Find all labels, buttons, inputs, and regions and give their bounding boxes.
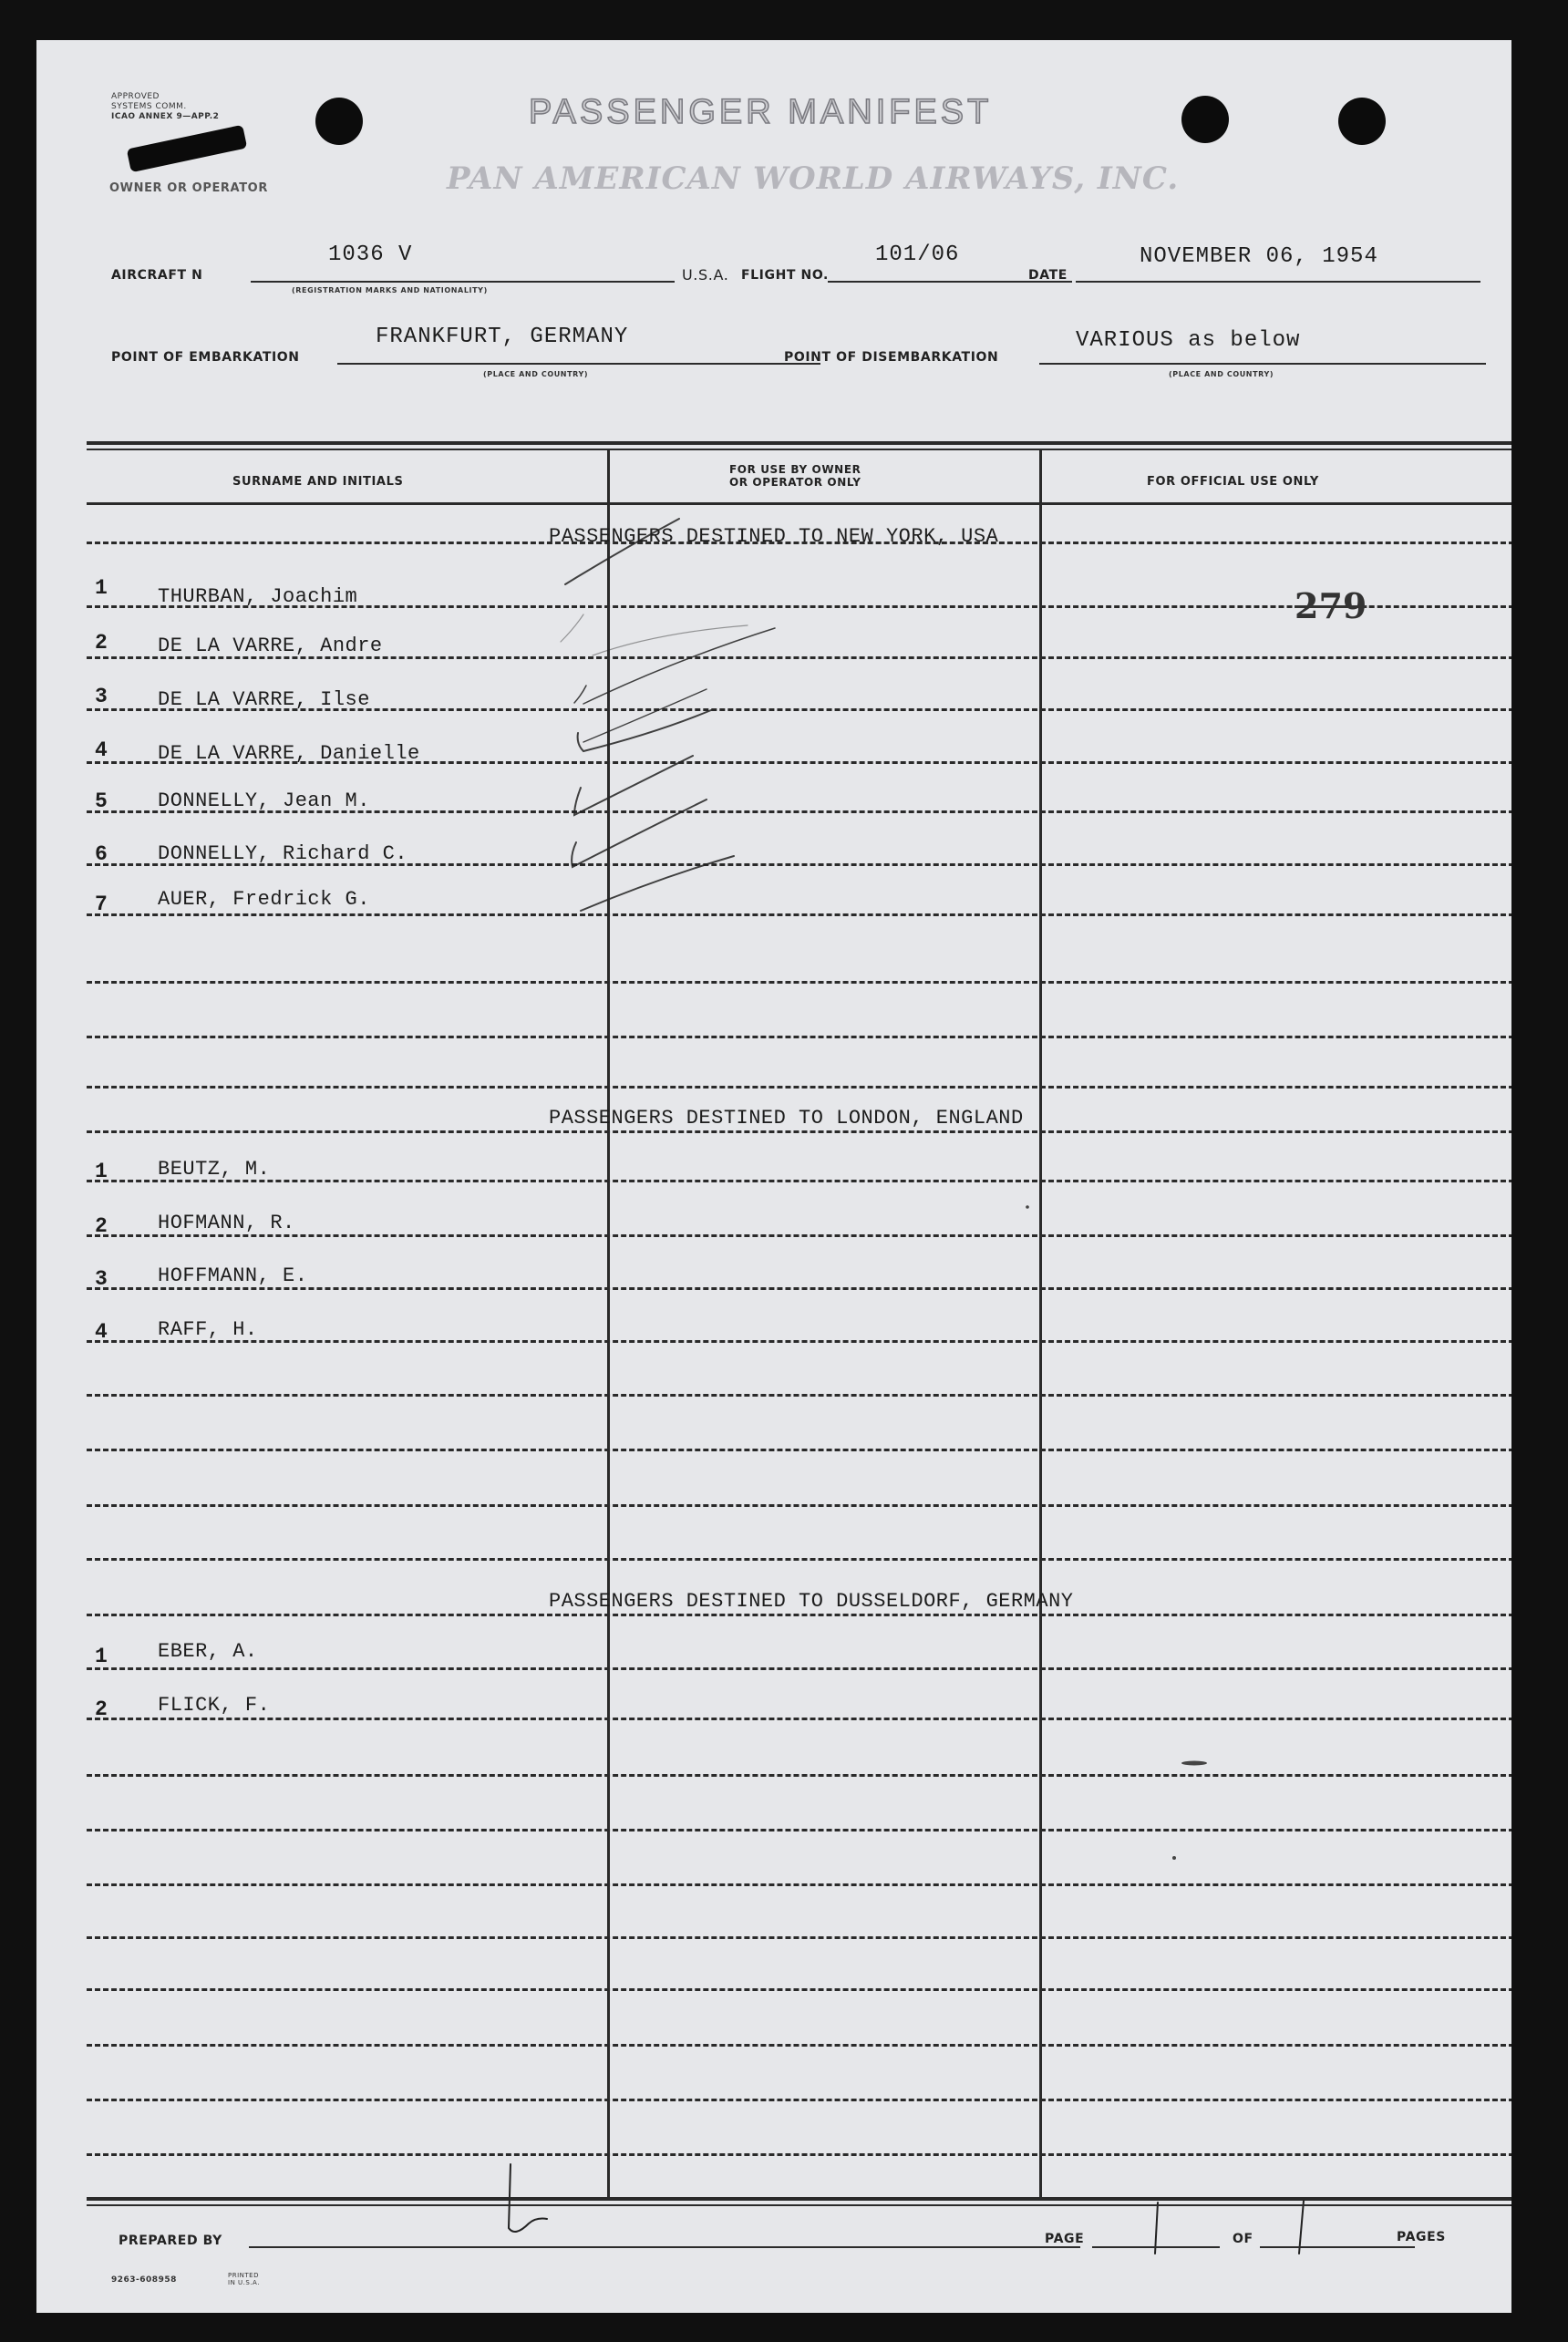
row-number: 4 (95, 1320, 108, 1344)
owner-column-header-2: OR OPERATOR ONLY (729, 476, 861, 489)
check-mark-icon (565, 519, 679, 584)
row-number: 4 (95, 738, 108, 762)
usa-label: U.S.A. (682, 266, 729, 284)
pages-value (1297, 2192, 1317, 2233)
passenger-name: FLICK, F. (158, 1694, 271, 1717)
flight-number-label: FLIGHT NO. (741, 268, 829, 283)
printed-in-usa: PRINTED IN U.S.A. (228, 2272, 260, 2286)
passenger-name: DE LA VARRE, Andre (158, 635, 383, 657)
row-number: 3 (95, 1267, 108, 1291)
page-value (1153, 2192, 1173, 2233)
ink-spot-icon (1172, 1856, 1176, 1860)
aircraft-value: 1036 V (328, 242, 413, 267)
prepared-by-label: PREPARED BY (119, 2234, 222, 2248)
operator-name: PAN AMERICAN WORLD AIRWAYS, INC. (447, 160, 1180, 197)
row-number: 1 (95, 1645, 108, 1668)
pages-label: PAGES (1397, 2230, 1446, 2244)
row-number: 6 (95, 842, 108, 866)
row-number: 5 (95, 789, 108, 813)
manifest-title: PASSENGER MANIFEST (529, 93, 993, 131)
row-number: 7 (95, 892, 108, 916)
row-number: 2 (95, 1214, 108, 1238)
surname-column-header: SURNAME AND INITIALS (232, 475, 404, 489)
approval-line-2: SYSTEMS COMM. (111, 102, 187, 111)
ink-spot-icon (1026, 1205, 1029, 1209)
check-mark-icon (574, 756, 693, 815)
passenger-name: DONNELLY, Jean M. (158, 789, 370, 812)
approval-line-3: ICAO ANNEX 9—APP.2 (111, 112, 220, 121)
manifest-sheet (36, 40, 1511, 2313)
passenger-name: AUER, Fredrick G. (158, 888, 370, 911)
date-value: NOVEMBER 06, 1954 (1140, 244, 1378, 269)
official-number: 279 (1295, 585, 1367, 626)
passenger-name: EBER, A. (158, 1640, 258, 1663)
form-number: 9263-608958 (111, 2275, 177, 2285)
row-number: 1 (95, 576, 108, 600)
row-number: 2 (95, 1697, 108, 1721)
passenger-name: RAFF, H. (158, 1318, 258, 1341)
group-heading-dusseldorf: PASSENGERS DESTINED TO DUSSELDORF, GERMANY (549, 1590, 1074, 1613)
row-number: 2 (95, 631, 108, 655)
check-mark-icon (561, 614, 748, 655)
check-mark-icon (572, 800, 707, 867)
passenger-name: DE LA VARRE, Ilse (158, 688, 370, 711)
embarkation-value: FRANKFURT, GERMANY (376, 325, 629, 349)
check-marks (36, 40, 1511, 2313)
disembarkation-caption: (PLACE AND COUNTRY) (1169, 370, 1274, 378)
group-heading-new-york: PASSENGERS DESTINED TO NEW YORK, USA (549, 525, 999, 548)
aircraft-label: AIRCRAFT N (111, 268, 203, 283)
passenger-name: THURBAN, Joachim (158, 585, 358, 608)
check-mark-icon (574, 628, 775, 704)
check-mark-icon (581, 856, 734, 911)
approval-line-1: APPROVED (111, 92, 160, 101)
flight-number-value: 101/06 (875, 242, 960, 267)
registration-caption: (REGISTRATION MARKS AND NATIONALITY) (292, 286, 488, 294)
of-label: OF (1233, 2232, 1253, 2246)
ink-spot-icon (1181, 1761, 1207, 1766)
passenger-name: HOFMANN, R. (158, 1212, 295, 1234)
passenger-name: DONNELLY, Richard C. (158, 842, 408, 865)
embarkation-label: POINT OF EMBARKATION (111, 350, 300, 365)
passenger-name: HOFFMANN, E. (158, 1264, 308, 1287)
date-label: DATE (1028, 268, 1068, 283)
row-number: 3 (95, 685, 108, 708)
disembarkation-value: VARIOUS as below (1076, 328, 1301, 353)
official-column-header: FOR OFFICIAL USE ONLY (1147, 475, 1319, 489)
group-heading-london: PASSENGERS DESTINED TO LONDON, ENGLAND (549, 1107, 1024, 1130)
embarkation-caption: (PLACE AND COUNTRY) (483, 370, 589, 378)
disembarkation-label: POINT OF DISEMBARKATION (784, 350, 999, 365)
page-label: PAGE (1045, 2232, 1085, 2246)
passenger-name: DE LA VARRE, Danielle (158, 742, 420, 765)
passenger-name: BEUTZ, M. (158, 1158, 271, 1181)
owner-column-header-1: FOR USE BY OWNER (729, 463, 861, 476)
row-number: 1 (95, 1160, 108, 1183)
owner-operator-label: OWNER OR OPERATOR (109, 181, 268, 195)
